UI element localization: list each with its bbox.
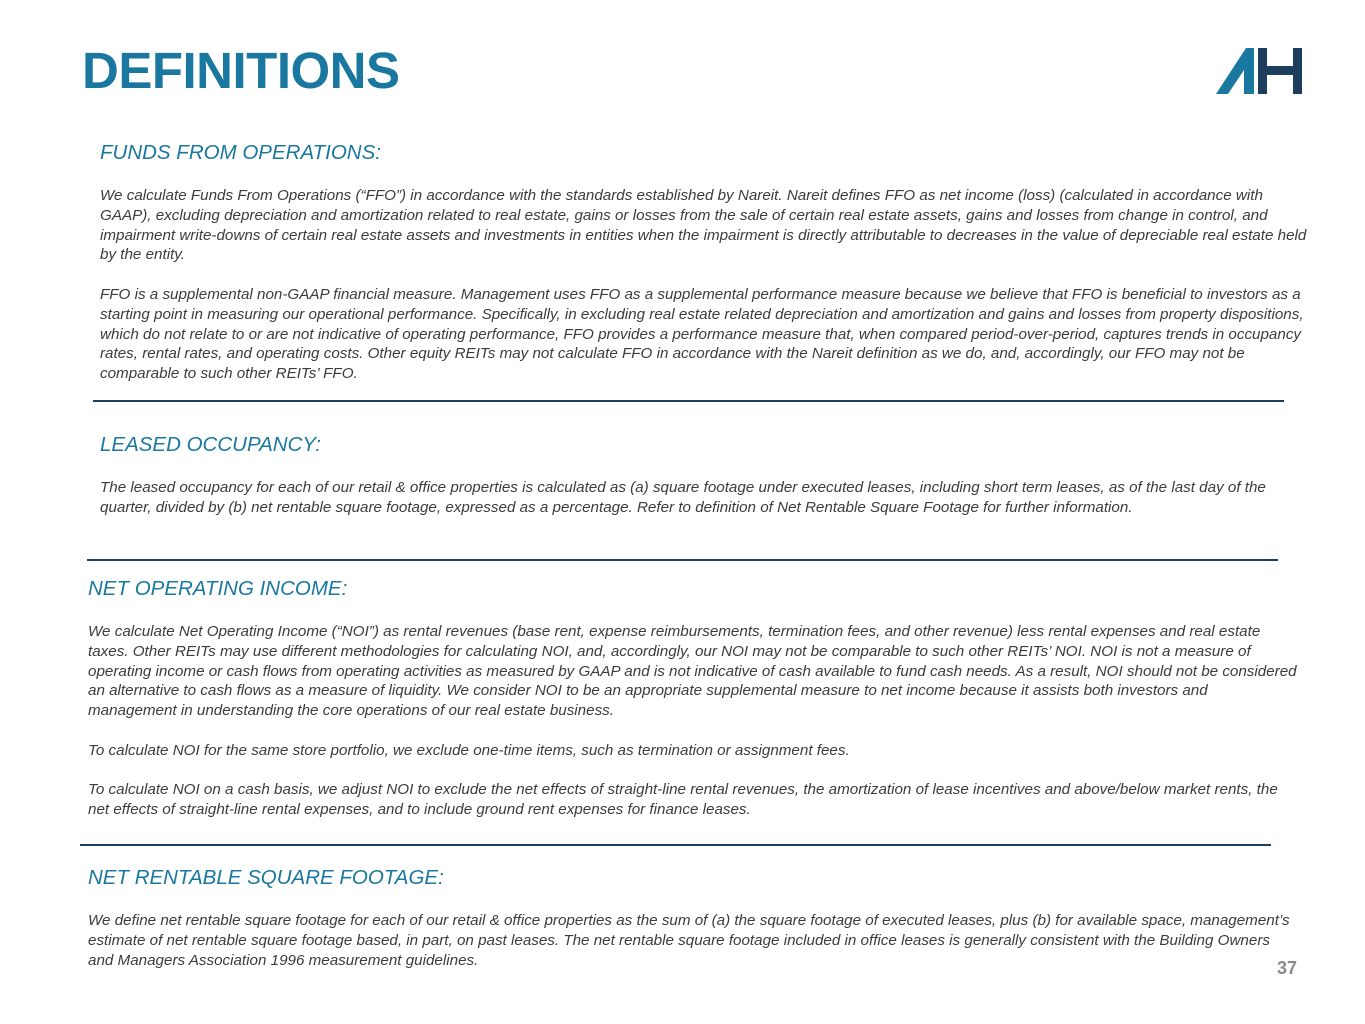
section-paragraph: To calculate NOI for the same store portfolio, we exclude one-time items, such as termination or assignment fees. <box>88 741 850 759</box>
section-net-operating-income <box>88 576 1298 820</box>
section-heading: NET OPERATING INCOME: <box>88 577 348 600</box>
page-title: DEFINITIONS <box>82 42 400 99</box>
section-paragraph: To calculate NOI on a cash basis, we adjust NOI to exclude the net effects of straight-line rental revenues, the amortization of lease incentives and above/below market rents, the net effects of straight-line rental expenses, and to include ground rent expenses for finance leases. <box>88 781 1278 819</box>
section-paragraph: We define net rentable square footage for each of our retail & office properties as the sum of (a) the square footage of executed leases, plus (b) for available space, management’s estimate of net rentable square footage based, in part, on past leases. The net rentable square footage included in office leases is generally consistent with the Building Owners and Managers Association 1996 measurement guidelines. <box>88 912 1290 969</box>
section-heading: LEASED OCCUPANCY: <box>100 433 321 456</box>
section-heading: NET RENTABLE SQUARE FOOTAGE: <box>88 866 444 889</box>
ah-logo-icon <box>1216 46 1312 98</box>
section-funds-from-operations <box>100 140 1308 384</box>
section-paragraph: We calculate Net Operating Income (“NOI”) as rental revenues (base rent, expense reimbursements, termination fees, and other revenue) less rental expenses and real estate taxes. Other REITs may use different methodologies for calculating NOI, and, accordingly, our NOI may not be comparable to such other REITs’ NOI. NOI is not a measure of operating income or cash flows from operating activities as measured by GAAP and is not indicative of cash available to fund cash needs. As a result, NOI should not be considered an alternative to cash flows as a measure of liquidity. We consider NOI to be an appropriate supplemental measure to net income because it assists both investors and management in understanding the core operations of our real estate business. <box>88 623 1297 720</box>
section-paragraph: We calculate Funds From Operations (“FFO”) in accordance with the standards established by Nareit. Nareit defines FFO as net income (loss) (calculated in accordance with GAAP), excluding depreciation and amortization related to real estate, gains or losses from the sale of certain real estate assets, gains and losses from change in control, and impairment write-downs of certain real estate assets and investments in entities when the impairment is directly attributable to decreases in the value of depreciable real estate held by the entity. <box>100 187 1307 264</box>
section-heading: FUNDS FROM OPERATIONS: <box>100 141 381 164</box>
section-leased-occupancy <box>100 432 1295 518</box>
section-paragraph: FFO is a supplemental non-GAAP financial measure. Management uses FFO as a supplemental performance measure because we believe that FFO is beneficial to investors as a starting point in measuring our operational performance. Specifically, in excluding real estate related depreciation and amortization and gains and losses from property dispositions, which do not relate to or are not indicative of operating performance, FFO provides a performance measure that, when compared period-over-period, captures trends in occupancy rates, rental rates, and operating costs. Other equity REITs may not calculate FFO in accordance with the Nareit definition as we do, and, accordingly, our FFO may not be comparable to such other REITs’ FFO. <box>100 285 1304 383</box>
section-divider <box>87 559 1278 561</box>
section-paragraph: The leased occupancy for each of our retail & office properties is calculated as (a) square footage under executed leases, including short term leases, as of the last day of the quarter, divided by (b) net rentable square footage, expressed as a percentage. Refer to definition of Net Rentable Square Footage for further information. <box>100 479 1266 516</box>
section-net-rentable-square-footage <box>88 865 1298 970</box>
page-number: 37 <box>1276 958 1297 978</box>
company-logo <box>1216 46 1312 98</box>
section-divider <box>93 400 1284 402</box>
section-divider <box>80 844 1271 846</box>
